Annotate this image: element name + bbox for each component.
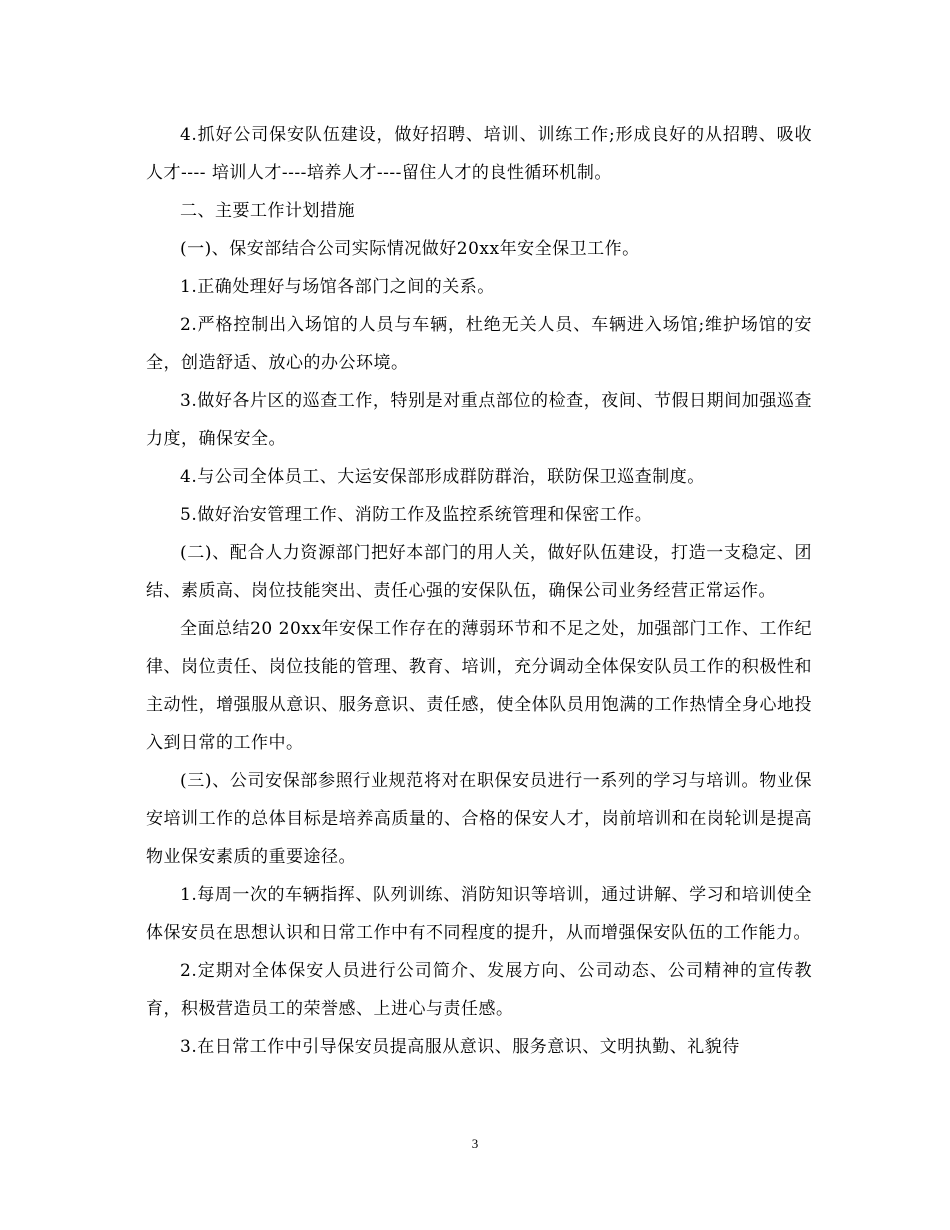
list-item-joint-defense: 4.与公司全体员工、大运安保部形成群防群治，联防保卫巡查制度。	[180, 467, 705, 487]
list-item-patrol: 3.做好各片区的巡查工作，特别是对重点部位的检查，夜间、节假日期间加强巡查力度，确保安全。	[146, 391, 812, 449]
document-body	[146, 116, 812, 1066]
subsection-heading-security-work: (一)、保安部结合公司实际情况做好20xx年安全保卫工作。	[180, 239, 640, 259]
page-number: 3	[471, 1136, 479, 1151]
paragraph-recruitment: 4.抓好公司保安队伍建设，做好招聘、培训、训练工作;形成良好的从招聘、吸收人才---- 培训人才----培养人才----留住人才的良性循环机制。	[146, 125, 812, 183]
list-item-access-control: 2.严格控制出入场馆的人员与车辆，杜绝无关人员、车辆进入场馆;维护场馆的安全，创造舒适、放心的办公环境。	[146, 315, 812, 373]
paragraph-annual-summary: 全面总结20 20xx年安保工作存在的薄弱环节和不足之处，加强部门工作、工作纪律、岗位责任、岗位技能的管理、教育、培训，充分调动全体保安队员工作的积极性和主动性，增强服从意识、服务意识、责任感，使全体队员用饱满的工作热情全身心地投入到日常的工作中。	[146, 619, 812, 753]
list-item-weekly-training: 1.每周一次的车辆指挥、队列训练、消防知识等培训，通过讲解、学习和培训使全体保安员在思想认识和日常工作中有不同程度的提升，从而增强保安队伍的工作能力。	[146, 885, 812, 943]
subsection-heading-training: (三)、公司安保部参照行业规范将对在职保安员进行一系列的学习与培训。物业保安培训工作的总体目标是培养高质量的、合格的保安人才，岗前培训和在岗轮训是提高物业保安素质的重要途径。	[146, 771, 812, 867]
list-item-company-education: 2.定期对全体保安人员进行公司简介、发展方向、公司动态、公司精神的宣传教育，积极营造员工的荣誉感、上进心与责任感。	[146, 961, 812, 1019]
subsection-heading-team-building: (二)、配合人力资源部门把好本部门的用人关，做好队伍建设，打造一支稳定、团结、素质高、岗位技能突出、责任心强的安保队伍，确保公司业务经营正常运作。	[146, 543, 812, 601]
list-item-public-order: 5.做好治安管理工作、消防工作及监控系统管理和保密工作。	[180, 505, 653, 525]
list-item-service-awareness: 3.在日常工作中引导保安员提高服从意识、服务意识、文明执勤、礼貌待	[180, 1037, 740, 1057]
list-item-relations: 1.正确处理好与场馆各部门之间的关系。	[180, 277, 495, 297]
section-heading-main-measures: 二、主要工作计划措施	[180, 201, 355, 221]
